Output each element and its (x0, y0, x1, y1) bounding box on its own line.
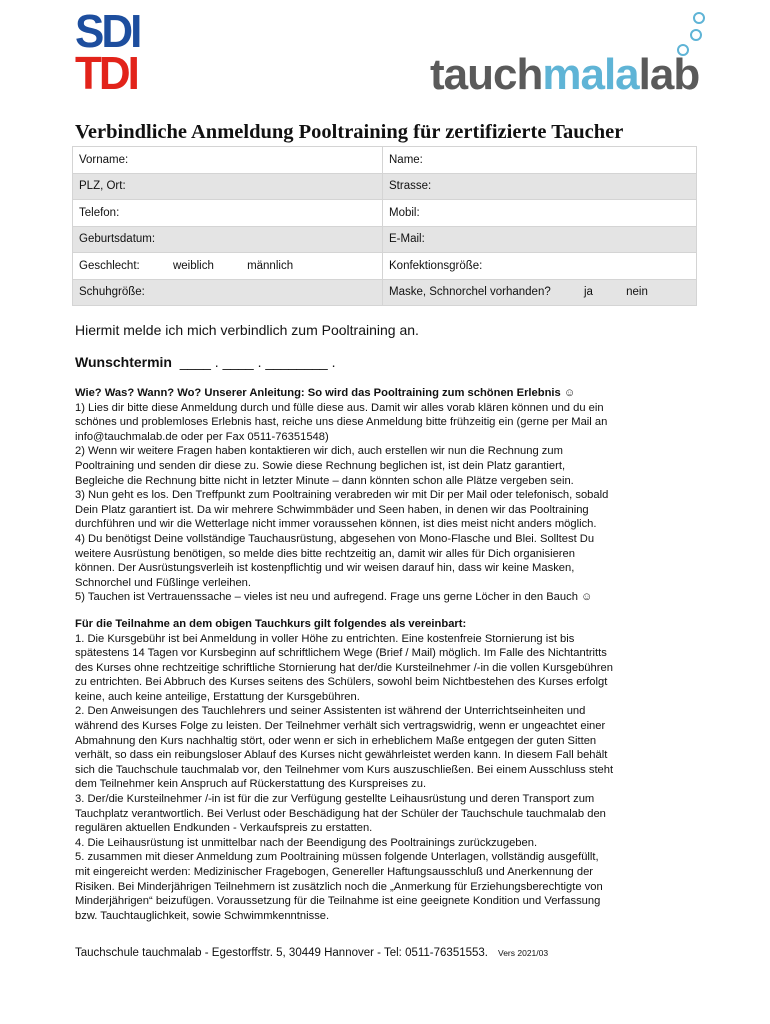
text-line: schönes und problemloses Erlebnis hast, reiche uns diese Anmeldung bitte frühzeitig ein (gerne per Mail an (75, 416, 608, 429)
maske-ja-option[interactable]: ja (583, 286, 593, 299)
text-line: können. Der Ausrüstungsverleih ist kostenpflichtig und wir weisen darauf hin, dass wir keine Masken, (75, 562, 575, 575)
registration-form (72, 146, 697, 306)
email-field[interactable]: E-Mail: (383, 226, 697, 253)
form-row (73, 173, 697, 200)
form-row (73, 226, 697, 253)
text-line: zu entrichten. Bei Abbruch des Kurses seitens des Schülers, sowohl beim Nichtbestehen des Kurses erfolgt (75, 676, 608, 689)
logo-lab: lab (638, 50, 700, 99)
mobil-field[interactable]: Mobil: (383, 200, 697, 227)
geschlecht-weiblich-option[interactable]: weiblich (172, 259, 214, 272)
maske-field (383, 279, 697, 306)
text-line: mit eingereicht werden: Medizinischer Fragebogen, Genereller Haftungsausschluß und Anerkennung der (75, 866, 594, 878)
footer (75, 947, 548, 959)
text-line: 2. Den Anweisungen des Tauchlehrers und seiner Assistenten ist während der Unterrichtseinheiten und (75, 705, 586, 718)
text-line: 4) Du benötigst Deine vollständige Tauchausrüstung, abgesehen von Mono-Flasche und Blei. Solltest Du (75, 532, 595, 545)
text-line: des Kurses ohne rechtzeitige schriftliche Stornierung hat der/die Kursteilnehmer /-in die vollen Kursgebühren (75, 661, 613, 674)
text-line: Abmahnung den Kurs nachhaltig stört, oder wenn er sich in erheblichem Maße entgegen der guten Sitten (75, 734, 597, 747)
text-line: Begleiche die Rechnung bitte nicht in letzter Minute – dann könnten schon alle Plätze vergeben sein. (75, 474, 574, 487)
text-line: 5) Tauchen ist Vertrauenssache – vieles ist neu und aufregend. Frage uns gerne Löcher in den Bauch ☺ (75, 591, 593, 604)
logo-tauch: tauch (430, 50, 543, 99)
sdi-logo-text: SDI (75, 5, 140, 58)
maske-label: Maske, Schnorchel vorhanden? (389, 286, 551, 299)
text-line: regulären aktuellen Endkunden - Verkaufspreis zu erstatten. (75, 822, 373, 835)
footer-version: Vers 2021/03 (498, 948, 549, 958)
form-row (73, 200, 697, 227)
konfektion-field[interactable]: Konfektionsgröße: (383, 253, 697, 280)
text-line: 5. zusammen mit dieser Anmeldung zum Pooltraining müssen folgende Unterlagen, vollständig ausgefüllt, (75, 851, 599, 864)
intro-text: Hiermit melde ich mich verbindlich zum Pooltraining an. (75, 322, 419, 338)
section1-heading: Wie? Was? Wann? Wo? Unserer Anleitung: So wird das Pooltraining zum schönen Erlebnis ☺ (75, 387, 576, 399)
text-line: weitere Ausrüstung benötigen, so melde dies bitte rechtzeitig an, damit wir alles für Dich organisieren (75, 547, 575, 560)
text-line: spätestens 14 Tagen vor Kursbeginn auf schriftlichem Wege (Brief / Mail) möglich. Im Falle des Nichtantritts (75, 647, 607, 660)
text-line: bzw. Tauchtauglichkeit, sowie Schwimmkenntnisse. (75, 909, 330, 922)
geschlecht-field (73, 253, 383, 280)
text-line: verhält, so dass ein reibungsloser Ablauf des Kurses nicht gewährleistet werden kann. In diesem Fall behält (75, 749, 608, 762)
text-line: dem Teilnehmer kein Anspruch auf Rückerstattung des Kurspreises zu. (75, 778, 427, 791)
wunschtermin-blanks[interactable]: ____ . ____ . ________ . (171, 354, 336, 370)
schuhgroesse-field[interactable]: Schuhgröße: (73, 279, 383, 306)
text-line: durchführen und wir die Wetterlage nicht immer voraussehen können, ist dies meist nicht anders möglich. (75, 518, 597, 531)
text-line: Schnorchel und Füßlinge verleihen. (75, 576, 251, 589)
geschlecht-maennlich-option[interactable]: männlich (247, 259, 294, 272)
text-line: Dein Platz garantiert ist. Da wir mehrere Schwimmbäder und Seen haben, in denen wir das Pooltraining (75, 503, 589, 516)
text-line: Minderjährigen“ beizufügen. Voraussetzung für die Teilnahme ist eine geeignete Kondition und Verfassung (75, 895, 601, 908)
text-line: 3) Nun geht es los. Den Treffpunkt zum Pooltraining verabreden wir mit Dir per Mail oder telefonisch, sobald (75, 489, 609, 502)
form-row (73, 279, 697, 306)
maske-nein-option[interactable]: nein (626, 286, 648, 299)
section2-heading: Für die Teilnahme an dem obigen Tauchkurs gilt folgendes als vereinbart: (75, 617, 467, 630)
vorname-field[interactable]: Vorname: (73, 147, 383, 174)
sdi-tdi-logo (75, 5, 170, 100)
text-line: 1. Die Kursgebühr ist bei Anmeldung in voller Höhe zu entrichten. Eine kostenfreie Stornierung ist bis (75, 632, 575, 645)
footer-address: Tauchschule tauchmalab - Egestorffstr. 5, 30449 Hannover - Tel: 0511-76351553. (75, 947, 488, 959)
text-line: 3. Der/die Kursteilnehmer /-in ist für die zur Verfügung gestellte Leihausrüstung und deren Transport zum (75, 793, 595, 806)
tdi-logo-text: TDI (75, 47, 137, 100)
text-line: Tauchplatz verantwortlich. Bei Verlust oder Beschädigung hat der Schüler der Tauchschule tauchmalab den (75, 807, 606, 820)
text-line: während des Kurses Folge zu leisten. Der Teilnehmer verhält sich vertragswidrig, wenn er ungeachtet einer (75, 720, 606, 733)
page-title: Verbindliche Anmeldung Pooltraining für zertifizierte Taucher (75, 121, 624, 143)
geschlecht-label: Geschlecht: (79, 259, 140, 272)
section2-lines (75, 632, 697, 924)
text-line: info@tauchmalab.de oder per Fax 0511-76351548) (75, 430, 329, 443)
text-line: 2) Wenn wir weitere Fragen haben kontaktieren wir dich, auch erstellen wir nun die Rechnung zum (75, 445, 563, 458)
plz-ort-field[interactable]: PLZ, Ort: (73, 173, 383, 200)
wunschtermin-line (75, 354, 335, 370)
telefon-field[interactable]: Telefon: (73, 200, 383, 227)
text-line: Risiken. Bei Minderjährigen Teilnehmern ist zusätzlich noch die „Anmerkung für Erziehungsberechtigte von (75, 880, 603, 893)
body-text (75, 386, 697, 923)
form-row (73, 147, 697, 174)
section1-lines (75, 401, 697, 605)
text-line: 4. Die Leihausrüstung ist unmittelbar nach der Beendigung des Pooltrainings zurückzugeben. (75, 836, 538, 849)
logo-mala: mala (542, 50, 639, 99)
text-line: Pooltraining und senden dir diese zu. Sowie diese Rechnung beglichen ist, ist dein Platz garantiert, (75, 459, 566, 472)
strasse-field[interactable]: Strasse: (383, 173, 697, 200)
name-field[interactable]: Name: (383, 147, 697, 174)
text-line: keine, auch keine anteilige, Erstattung der Kursgebühren. (75, 690, 360, 703)
geburtsdatum-field[interactable]: Geburtsdatum: (73, 226, 383, 253)
text-line: 1) Lies dir bitte diese Anmeldung durch und fülle diese aus. Damit wir alles vorab klären können und du ein (75, 401, 604, 414)
text-line: sich die Tauchschule tauchmalab vor, den Teilnehmer vom Kurs auszuschließen. Bei einem Ausschluss steht (75, 763, 614, 776)
wunschtermin-label: Wunschtermin (75, 354, 172, 370)
form-row (73, 253, 697, 280)
tauchmalab-logo (430, 50, 699, 100)
